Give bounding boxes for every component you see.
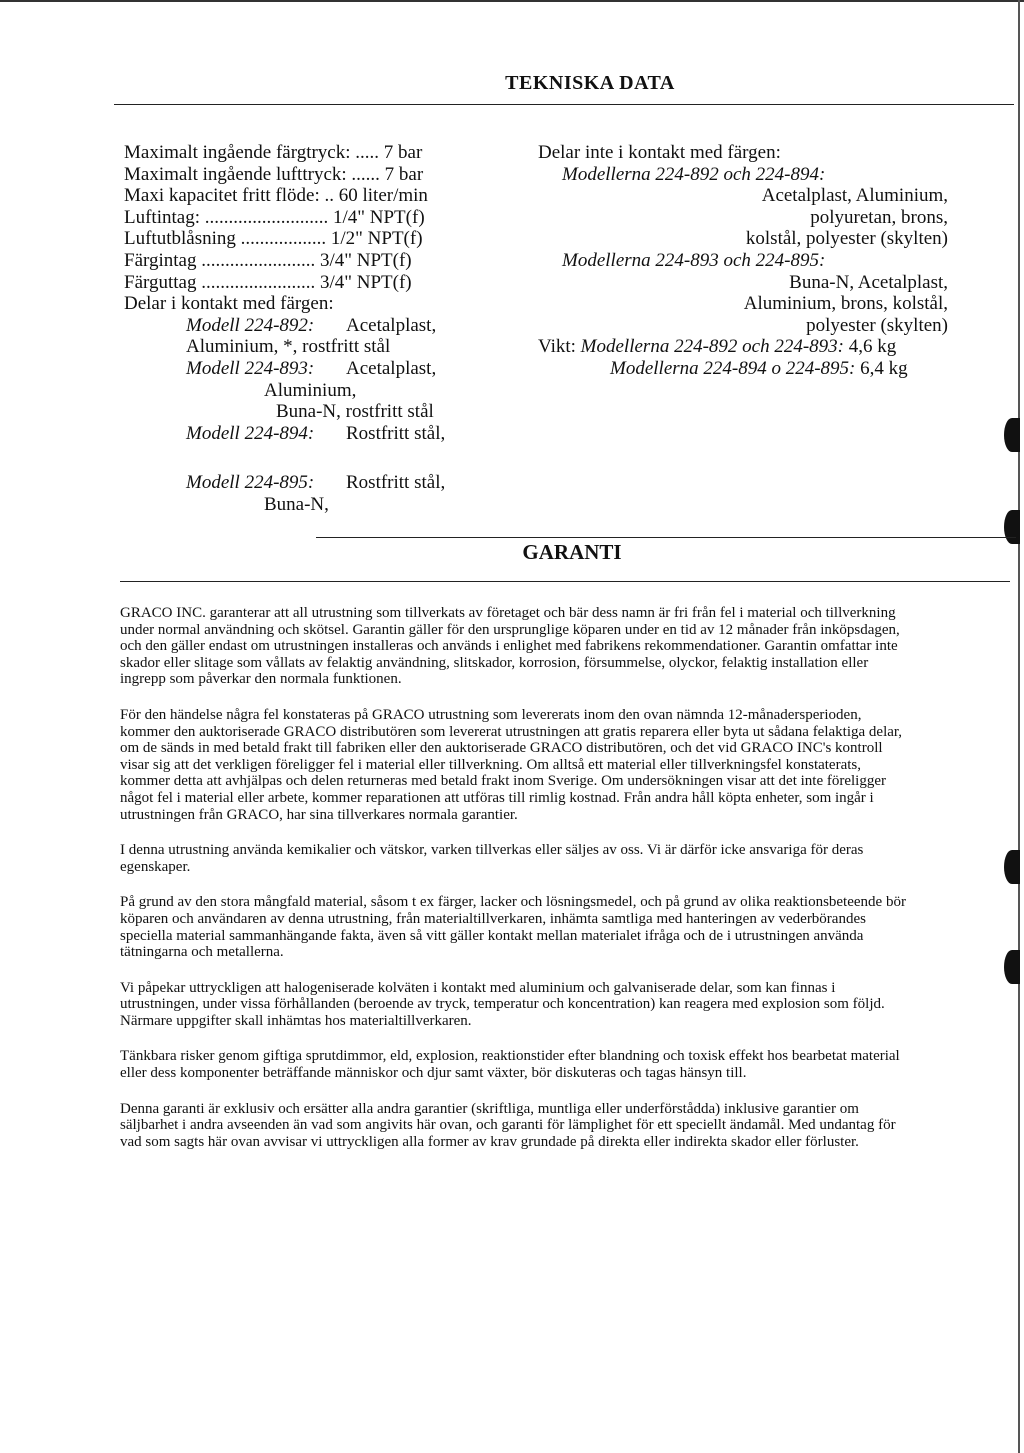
- scan-mark: [1004, 850, 1020, 884]
- spec-line: Maxi kapacitet fritt flöde: .. 60 liter/min: [124, 185, 428, 207]
- section-title-tekniska-data: TEKNISKA DATA: [505, 72, 675, 94]
- model-892-row: [124, 315, 524, 337]
- model-label: Modell 224-894:: [186, 422, 315, 444]
- spec-line: Maximalt ingående färgtryck: ..... 7 bar: [124, 142, 423, 163]
- spec-line: Luftutblåsning .................. 1/2" NPT(f): [124, 228, 423, 250]
- weight-models: Modellerna 224-894 o 224-895:: [610, 357, 856, 379]
- model-materials: Aluminium, *, rostfritt stål: [186, 336, 391, 358]
- divider: [316, 537, 1016, 538]
- model-materials: kolstål, polyester (skylten): [745, 228, 948, 250]
- section-title-garanti: GARANTI: [522, 540, 622, 564]
- warranty-paragraph: För den händelse några fel konstateras på GRACO utrustning som levererats inom den ovan nämnda 12-månadersperioden, kommer den auktoriserade GRACO distributören som levererat utrustningen att gratis reparera eller byta ut sådana felaktiga delar, om de sänds in med betald frakt till fabriken eller den auktoriserade GRACO distributören, och det vid GRACO INC's kontroll visar sig att det verkligen föreligger fel i material eller tillverkning. Om alltså ett material eller tillverkningsfel konstaterats, kommer detta att avhjälpas och delen returneras med betald frakt inom Sverige. Om undersökningen visar att det inte föreligger något fel i material eller arbete, kommer reparationen att utföras till rimlig kostnad. Från andra håll köpta enheter, som ingår i utrustningen från GRACO, har sina tillverkares normala garantier.: [120, 706, 903, 823]
- model-895-row: [124, 472, 524, 494]
- spec-line: Färgintag ........................ 3/4" NPT(f): [124, 249, 412, 271]
- model-materials: polyuretan, brons,: [810, 206, 948, 228]
- weight-row: [538, 358, 948, 380]
- model-893-row: [124, 358, 524, 380]
- spec-left-column: [124, 142, 524, 516]
- scan-mark: [1004, 418, 1020, 452]
- model-materials: Acetalplast,: [346, 357, 437, 379]
- warranty-paragraph: Tänkbara risker genom giftiga sprutdimmor, eld, explosion, reaktionstider efter blandning och toxisk effekt hos bearbetat material eller dess komponenter beträffande människor och djur samt växter, bör diskuteras och tagas hänsyn till.: [120, 1048, 900, 1082]
- model-materials: Buna-N,: [264, 493, 329, 515]
- divider: [114, 104, 1014, 105]
- page-right-border: [1018, 0, 1020, 1453]
- warranty-paragraph: I denna utrustning använda kemikalier och vätskor, varken tillverkas eller säljes av oss. Vi är därför icke ansvariga för deras egenskaper.: [120, 842, 864, 875]
- model-materials: Rostfritt stål,: [346, 472, 446, 494]
- non-contact-parts-title: Delar inte i kontakt med färgen:: [538, 142, 781, 163]
- model-894-row: [124, 423, 524, 445]
- spec-line: Luftintag: .......................... 1/4" NPT(f): [124, 206, 425, 228]
- spec-right-column: [538, 142, 948, 380]
- scan-mark: [1004, 510, 1020, 544]
- model-label: Modell 224-893:: [186, 357, 315, 379]
- model-materials: Buna-N, Acetalplast,: [789, 271, 948, 293]
- model-group-label: Modellerna 224-892 och 224-894:: [562, 163, 826, 185]
- weight-row: [538, 336, 948, 358]
- spec-line: Färguttag ........................ 3/4" NPT(f): [124, 271, 412, 293]
- contact-parts-title: Delar i kontakt med färgen:: [124, 293, 334, 315]
- model-materials: Aluminium,: [264, 379, 357, 401]
- model-group-label: Modellerna 224-893 och 224-895:: [562, 249, 826, 271]
- warranty-paragraph: GRACO INC. garanterar att all utrustning som tillverkats av företaget och bär dess namn är fri från fel i material och tillverkning under normal användning och skötsel. Garantin gäller för den ursprunglige köparen under en tid av 12 månader från inköpsdagen, och den gäller endast om utrustningen installeras och används i enlighet med fabrikens rekommendationer. Garantin omfattar inte skador eller slitage som vållats av felaktig användning, slitskador, korrosion, försummelse, olyckor, felaktig installation eller ingrepp som påverkar den normala funktionen.: [120, 605, 900, 688]
- weight-label: Vikt:: [538, 336, 576, 358]
- weight-models: Modellerna 224-892 och 224-893:: [580, 336, 844, 358]
- weight-value: 6,4 kg: [860, 357, 908, 379]
- spec-line: Maximalt ingående lufttryck: ...... 7 bar: [124, 163, 424, 185]
- model-materials: Aluminium, brons, kolstål,: [743, 293, 948, 315]
- divider: [120, 581, 1010, 582]
- warranty-text: [120, 605, 910, 1169]
- warranty-paragraph: På grund av den stora mångfald material, såsom t ex färger, lacker och lösningsmedel, och på grund av olika reaktionsbeteende bör köparen och användaren av denna utrustning, från materialtillverkaren, inhämta samtliga med hanteringen av vederbörandes speciella material sammanhängande fakta, även så vitt gäller kontakt mellan materialet ifråga och de i utrustningen använda tätningarna och metallerna.: [120, 894, 906, 961]
- model-materials: Acetalplast,: [346, 314, 437, 336]
- warranty-paragraph: Vi påpekar uttryckligen att halogeniserade kolväten i kontakt med aluminium och galvaniserade delar, som kan finnas i utrustningen, under vissa förhållanden (beroende av tryck, temperatur och koncentration) kan reagera med explosion som följd. Närmare uppgifter skall inhämtas hos materialtillverkaren.: [120, 979, 885, 1029]
- model-materials: Buna-N, rostfritt stål: [276, 401, 434, 423]
- model-label: Modell 224-892:: [186, 314, 315, 336]
- model-label: Modell 224-895:: [186, 472, 315, 494]
- model-materials: Rostfritt stål,: [346, 422, 446, 444]
- page-top-border: [0, 0, 1024, 2]
- model-materials: Acetalplast, Aluminium,: [761, 185, 948, 207]
- scan-mark: [1004, 950, 1020, 984]
- warranty-paragraph: Denna garanti är exklusiv och ersätter alla andra garantier (skriftliga, muntliga eller underförstådda) inklusive garantier om säljbarhet i andra avseenden än vad som angivits här ovan, och garanti för lämplighet för ett speciellt ändamål. Med undantag för vad som sagts här ovan avvisar vi uttryckligen alla former av krav grundade på direkta eller indirekta skador eller förluster.: [120, 1100, 896, 1150]
- weight-value: 4,6 kg: [848, 336, 897, 358]
- model-materials: polyester (skylten): [806, 314, 948, 336]
